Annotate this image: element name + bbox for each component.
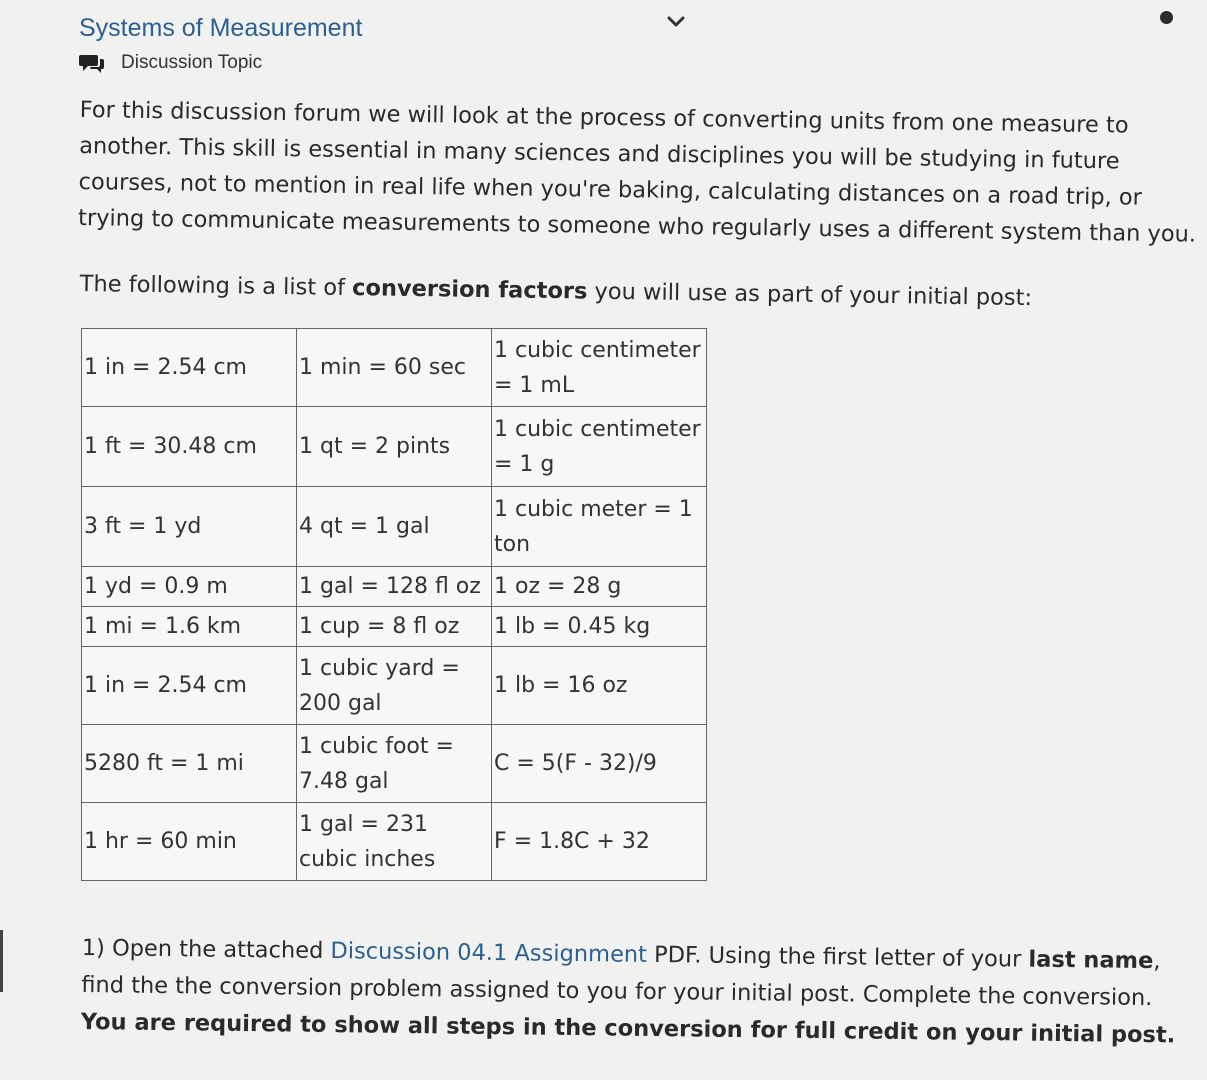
table-cell: 1 qt = 2 pints	[297, 407, 492, 487]
step-1-bold2: You are required to show all steps in the conversion for full credit on your initial post.	[80, 1008, 1176, 1049]
table-cell: 1 hr = 60 min	[82, 803, 297, 881]
table-row	[82, 803, 707, 881]
topic-type-label: Discussion Topic	[121, 52, 263, 73]
list-intro-after: you will use as part of your initial post:	[587, 278, 1033, 312]
list-intro-paragraph	[80, 268, 1080, 315]
table-row	[82, 407, 707, 487]
table-cell: F = 1.8C + 32	[492, 803, 707, 881]
dot-icon	[1160, 11, 1173, 24]
step-1-bold1: last name	[1028, 946, 1154, 975]
table-cell: 1 cup = 8 fl oz	[297, 607, 492, 647]
table-cell: 1 in = 2.54 cm	[82, 647, 297, 725]
step-1-mid1: PDF. Using the first letter of your	[646, 941, 1029, 973]
assignment-pdf-link[interactable]: Discussion 04.1 Assignment	[330, 938, 648, 968]
table-row	[82, 647, 707, 725]
table-cell: 1 lb = 0.45 kg	[492, 607, 707, 647]
list-intro-before: The following is a list of	[79, 270, 353, 302]
table-cell: 1 cubic yard = 200 gal	[297, 647, 492, 725]
intro-paragraph: For this discussion forum we will look at the process of converting units from one measure to another. This skill is essential in many sciences and disciplines you will be studying in future courses, not to mention in real life when you're baking, calculating distances on a road trip, or trying to communicate measurements to someone who regularly uses a different system than you.	[77, 96, 1197, 248]
table-cell: 1 gal = 128 fl oz	[297, 567, 492, 607]
conversion-factors-table	[81, 328, 707, 881]
table-cell: 1 cubic foot = 7.48 gal	[297, 725, 492, 803]
table-cell: 1 yd = 0.9 m	[82, 567, 297, 607]
table-cell: 1 gal = 231 cubic inches	[297, 803, 492, 881]
table-cell: 1 cubic centimeter = 1 mL	[492, 329, 707, 407]
table-cell: 1 ft = 30.48 cm	[82, 407, 297, 487]
table-cell: 4 qt = 1 gal	[297, 487, 492, 567]
table-cell: 1 in = 2.54 cm	[82, 329, 297, 407]
table-cell: 1 mi = 1.6 km	[82, 607, 297, 647]
table-row	[82, 725, 707, 803]
table-cell: 3 ft = 1 yd	[82, 487, 297, 567]
table-row	[82, 607, 707, 647]
step-1-paragraph	[81, 930, 1182, 1054]
table-row	[82, 329, 707, 407]
table-cell: 1 min = 60 sec	[297, 329, 492, 407]
table-cell: 1 lb = 16 oz	[492, 647, 707, 725]
table-cell: C = 5(F - 32)/9	[492, 725, 707, 803]
table-cell: 1 cubic meter = 1 ton	[492, 487, 707, 567]
edge-marker	[0, 930, 3, 992]
page-title: Systems of Measurement	[79, 14, 363, 42]
table-cell: 5280 ft = 1 mi	[82, 725, 297, 803]
topic-type-row	[79, 50, 262, 76]
step-1-prefix: 1) Open the attached	[81, 934, 331, 965]
table-row	[82, 567, 707, 607]
chevron-down-icon[interactable]	[664, 10, 688, 34]
table-cell: 1 oz = 28 g	[492, 567, 707, 607]
table-cell: 1 cubic centimeter = 1 g	[492, 407, 707, 487]
step-1-mid2: , find the the conversion problem assigned to you for your initial post. Complete the conversion.	[81, 948, 1161, 1012]
table-row	[82, 487, 707, 567]
list-intro-bold: conversion factors	[351, 275, 588, 305]
discussion-icon	[79, 52, 105, 74]
